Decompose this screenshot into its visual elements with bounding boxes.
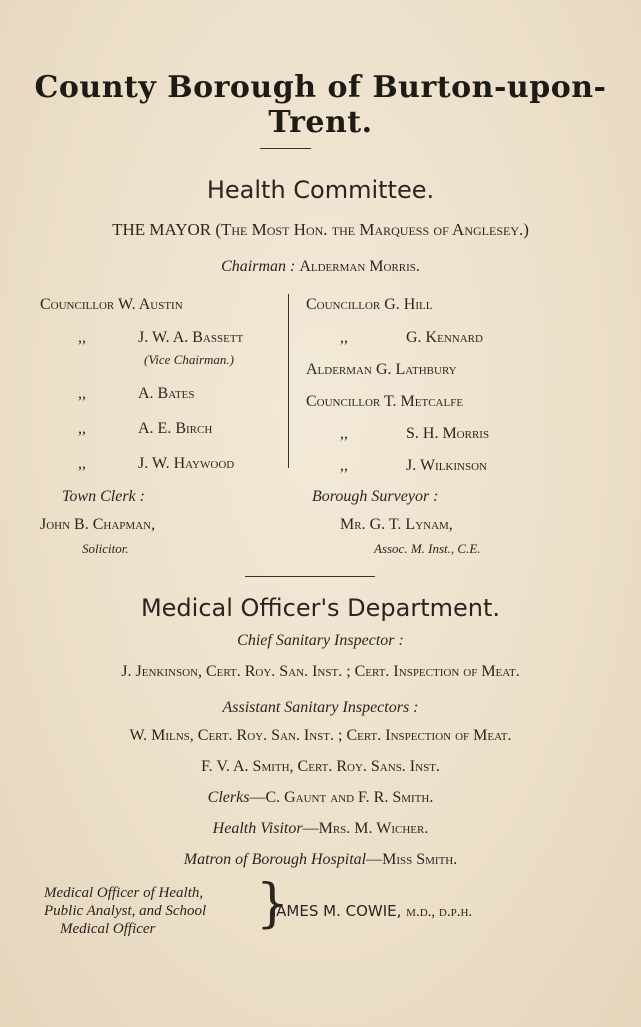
- clerks-names: —C. Gaunt and F. R. Smith.: [249, 789, 434, 806]
- member-prefix: ,,: [78, 329, 86, 346]
- member-right-4: [306, 393, 463, 411]
- borough-title: County Borough of Burton-upon-Trent.: [34, 70, 607, 140]
- moh-role-1: Medical Officer of Health,: [44, 885, 204, 901]
- member-left-1: [40, 296, 183, 314]
- title-divider: [260, 148, 311, 149]
- member-prefix: ,,: [340, 457, 348, 474]
- matron-label: Matron of Borough Hospital: [183, 851, 367, 868]
- surveyor-name: Mr. G. T. Lynam,: [340, 516, 453, 533]
- health-visitor-label: Health Visitor: [212, 820, 303, 837]
- member-left-2: [78, 329, 243, 347]
- member-left-3: [78, 385, 195, 403]
- member-name: A. E. Birch: [138, 420, 213, 437]
- member-prefix: ,,: [78, 455, 86, 472]
- matron-name: —Miss Smith.: [366, 851, 458, 868]
- member-prefix: Councillor: [306, 296, 381, 313]
- health-committee-heading: Health Committee.: [206, 176, 435, 204]
- mayor-line: [0, 220, 641, 240]
- moh-role-2: Public Analyst, and School: [44, 903, 207, 919]
- medical-heading: Medical Officer's Department.: [140, 594, 501, 622]
- member-right-2: [340, 329, 483, 347]
- member-name: J. Wilkinson: [406, 457, 487, 474]
- member-prefix: ,,: [78, 420, 86, 437]
- member-left-4: [78, 420, 212, 438]
- member-name: S. H. Morris: [406, 425, 490, 442]
- assistant-inspector-1: W. Milns, Cert. Roy. San. Inst. ; Cert. Inspection of Meat.: [129, 727, 512, 744]
- member-prefix: Councillor: [306, 393, 381, 410]
- member-right-5: [340, 425, 489, 443]
- section-divider: [245, 576, 375, 577]
- clerks-label: Clerks: [207, 789, 250, 806]
- chairman-name: Alderman Morris.: [299, 258, 420, 275]
- mayor-text: THE MAYOR (The Most Hon. the Marquess of Anglesey.): [112, 220, 529, 239]
- member-name: G. Kennard: [406, 329, 483, 346]
- moh-degrees: m.d., d.p.h.: [406, 904, 473, 920]
- column-divider: [288, 294, 289, 468]
- member-name: G. Lathbury: [375, 361, 457, 378]
- member-right-3: [306, 361, 457, 379]
- health-visitor-name: —Mrs. M. Wicher.: [302, 820, 429, 837]
- member-prefix: Alderman: [306, 361, 372, 378]
- chief-inspector-line: J. Jenkinson, Cert. Roy. San. Inst. ; Cert. Inspection of Meat.: [121, 663, 520, 680]
- clerks-line: [0, 789, 641, 807]
- member-prefix: ,,: [340, 425, 348, 442]
- member-right-6: [340, 457, 487, 475]
- chief-inspector-label: Chief Sanitary Inspector :: [237, 632, 404, 649]
- town-clerk-name: John B. Chapman,: [40, 516, 156, 533]
- assistant-inspector-2: F. V. A. Smith, Cert. Roy. Sans. Inst.: [201, 758, 440, 775]
- health-visitor-line: [0, 820, 641, 838]
- moh-roles: [44, 884, 206, 938]
- moh-role-3: Medical Officer: [60, 921, 156, 937]
- moh-name-line: [272, 902, 472, 921]
- chairman-label: Chairman :: [221, 258, 296, 275]
- member-name: T. Metcalfe: [383, 393, 464, 410]
- member-name: J. W. Haywood: [138, 455, 235, 472]
- member-name: A. Bates: [138, 385, 195, 402]
- moh-name: JAMES M. COWIE,: [272, 902, 402, 920]
- member-name: W. Austin: [117, 296, 183, 313]
- right-brace: }: [256, 874, 290, 934]
- vice-chairman-note: (Vice Chairman.): [144, 352, 235, 367]
- chairman-line: [0, 258, 641, 276]
- member-name: G. Hill: [384, 296, 433, 313]
- member-prefix: ,,: [78, 385, 86, 402]
- assistant-inspectors-label: Assistant Sanitary Inspectors :: [222, 699, 419, 716]
- member-prefix: Councillor: [40, 296, 115, 313]
- member-left-5: [78, 455, 234, 473]
- town-clerk-label: Town Clerk :: [62, 488, 145, 505]
- member-prefix: ,,: [340, 329, 348, 346]
- member-name: J. W. A. Bassett: [138, 329, 244, 346]
- surveyor-label: Borough Surveyor :: [312, 488, 439, 505]
- matron-line: [0, 851, 641, 869]
- surveyor-title: Assoc. M. Inst., C.E.: [374, 541, 481, 556]
- town-clerk-title: Solicitor.: [82, 541, 129, 556]
- member-right-1: [306, 296, 432, 314]
